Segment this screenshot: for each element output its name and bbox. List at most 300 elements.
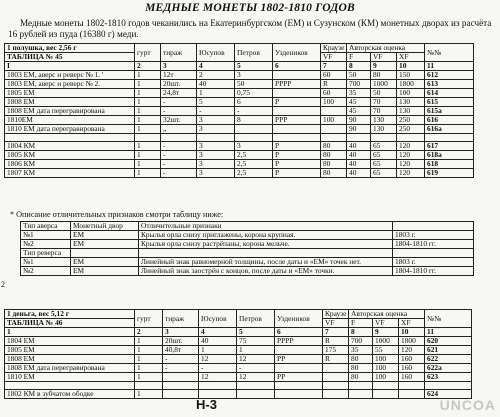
table-cell: 1	[135, 373, 163, 382]
table-cell: 1	[135, 71, 161, 80]
coin-name: 1808 ЕМ дата перегравирована	[5, 107, 135, 116]
coin-name: 1805 КМ	[5, 151, 135, 160]
footnote: * Описание отличительных признаков смотри таблицу ниже:	[10, 210, 224, 219]
table-cell: 65	[371, 169, 397, 178]
table-label: ТАБЛИЦА № 45	[5, 53, 135, 62]
table-row	[5, 71, 474, 80]
table-cell: R	[321, 80, 347, 89]
table-cell: 175	[323, 346, 349, 355]
table-cell: РРРР	[273, 80, 321, 89]
table-cell: 1800	[397, 80, 425, 89]
table-cell: 1	[135, 355, 163, 364]
table-cell: 50	[347, 71, 371, 80]
table-cell: 90	[347, 116, 371, 125]
catalog-number: 619	[425, 169, 474, 178]
column-header: №№	[425, 44, 474, 62]
desc-cell: Линейный знак равномерной толщины, после даты и «ЕМ» точек нет.	[139, 258, 393, 267]
catalog-number: 618	[425, 160, 474, 169]
column-header: Краузе	[323, 310, 349, 319]
table-cell	[237, 390, 275, 399]
desc-cell: Крылья орла снизу растрёпаны, корона мельче.	[139, 240, 393, 249]
table-cell: 80	[349, 364, 373, 373]
table-cell: 120	[397, 160, 425, 169]
table-cell: 120	[399, 346, 425, 355]
table-cell: 1	[135, 80, 161, 89]
table-cell: 1	[237, 346, 275, 355]
desc-cell: ЕМ	[71, 258, 139, 267]
table-cell: 1	[135, 160, 161, 169]
desc-cell: №2	[21, 240, 71, 249]
stamp-mark: Н-3	[196, 397, 217, 412]
index-cell: 9	[371, 62, 397, 71]
catalog-number: 614	[425, 89, 474, 98]
coin-name: 1810 ЕМ дата перегравирована	[5, 125, 135, 134]
column-header: Юсупов	[197, 44, 235, 62]
desc-header	[139, 249, 393, 258]
table-row	[5, 160, 474, 169]
catalog-number: 623	[425, 373, 472, 382]
table-cell: -	[161, 151, 197, 160]
table-cell: 45	[347, 98, 371, 107]
table-cell: 70	[371, 107, 397, 116]
table-cell: R	[323, 355, 349, 364]
table-cell: 90	[347, 125, 371, 134]
table-cell: 40,8т	[163, 346, 199, 355]
table-row	[5, 107, 474, 116]
table-cell: 2,5	[235, 151, 273, 160]
table-cell: 130	[371, 116, 397, 125]
table-cell: 8	[235, 116, 273, 125]
index-cell: 3	[163, 328, 199, 337]
coin-name	[5, 134, 135, 142]
table-row	[5, 355, 472, 364]
table-cell	[321, 107, 347, 116]
header-row	[21, 249, 474, 258]
table-cell: -	[235, 107, 273, 116]
table-cell: 12т	[161, 71, 197, 80]
table-cell: 700	[349, 337, 373, 346]
grade-header: XF	[399, 319, 425, 328]
index-cell: 4	[197, 62, 235, 71]
column-header: тираж	[161, 44, 197, 62]
desc-cell: 1803 г.	[393, 258, 474, 267]
table-cell: 1	[135, 142, 161, 151]
table-row	[21, 231, 474, 240]
desc-header: Монетный двор	[71, 222, 139, 231]
table-cell: 70	[371, 98, 397, 107]
table-cell	[349, 390, 373, 399]
column-header: Авторская оценка	[347, 44, 425, 53]
catalog-number: 622	[425, 355, 472, 364]
table-cell	[199, 382, 237, 390]
table-cell: 250	[397, 116, 425, 125]
table-cell: 50	[235, 80, 273, 89]
table-cell: 130	[397, 107, 425, 116]
table-cell	[235, 125, 273, 134]
table-cell: 60	[321, 71, 347, 80]
catalog-number: 612	[425, 71, 474, 80]
grade-header: F	[349, 319, 373, 328]
desc-cell: 1803 г.	[393, 231, 474, 240]
description-table	[20, 221, 474, 276]
table-cell: 1	[135, 337, 163, 346]
table-cell: 80	[321, 151, 347, 160]
table-row	[5, 169, 474, 178]
table-row	[5, 337, 472, 346]
table-cell: 3	[197, 125, 235, 134]
table-cell: 3	[197, 116, 235, 125]
desc-cell: ЕМ	[71, 267, 139, 276]
table-caption: 1 полушка, вес 2,56 г	[5, 44, 135, 53]
table-cell: 3	[197, 151, 235, 160]
header-row	[5, 310, 472, 319]
table-cell: 3	[235, 71, 273, 80]
table-cell: РРР	[273, 116, 321, 125]
table-cell: 40	[347, 151, 371, 160]
table-cell: 65	[371, 160, 397, 169]
table-cell: 2,5	[235, 169, 273, 178]
table-cell: 2	[197, 71, 235, 80]
table-cell: 6	[235, 98, 273, 107]
catalog-number: 613	[425, 80, 474, 89]
table-cell: -	[197, 107, 235, 116]
table-cell: 80	[321, 142, 347, 151]
table-45	[4, 43, 474, 178]
table-cell: 100	[373, 355, 399, 364]
grade-header: VF	[371, 53, 397, 62]
table-cell: 250	[397, 125, 425, 134]
table-cell: 50	[371, 89, 397, 98]
table-cell: РР	[275, 373, 323, 382]
table-cell: 3	[197, 142, 235, 151]
index-cell: 1	[5, 328, 135, 337]
page-number: 2	[1, 280, 5, 289]
table-cell	[321, 125, 347, 134]
table-cell: 12	[199, 373, 237, 382]
coin-name: 1802 КМ в зубчатом ободке	[5, 390, 135, 399]
table-cell: 3	[197, 169, 235, 178]
table-cell	[323, 364, 349, 373]
table-cell	[197, 134, 235, 142]
index-cell: 10	[399, 328, 425, 337]
index-cell: 11	[425, 328, 472, 337]
index-cell: 4	[199, 328, 237, 337]
table-cell	[275, 364, 323, 373]
table-row	[5, 382, 472, 390]
table-cell: 12	[237, 355, 275, 364]
table-cell	[275, 390, 323, 399]
table-cell	[235, 134, 273, 142]
table-row	[21, 258, 474, 267]
table-cell	[275, 382, 323, 390]
coin-name: 1806 КМ	[5, 160, 135, 169]
page-title: МЕДНЫЕ МОНЕТЫ 1802-1810 ГОДОВ	[145, 2, 355, 14]
table-cell: 40	[347, 142, 371, 151]
table-row	[5, 142, 474, 151]
table-cell: Р	[273, 98, 321, 107]
catalog-number	[425, 134, 474, 142]
column-header: Авторская оценка	[349, 310, 425, 319]
table-cell: 55	[373, 346, 399, 355]
table-row	[21, 267, 474, 276]
catalog-number: 624	[425, 390, 472, 399]
desc-header	[393, 222, 474, 231]
table-row	[5, 151, 474, 160]
table-cell: -	[161, 98, 197, 107]
table-cell: 80	[349, 373, 373, 382]
column-header: Краузе	[321, 44, 347, 53]
table-cell: 40	[199, 337, 237, 346]
table-row	[5, 373, 472, 382]
table-cell: 12	[199, 355, 237, 364]
table-cell: 1	[199, 346, 237, 355]
table-cell: -	[161, 142, 197, 151]
table-row	[5, 346, 472, 355]
grade-header: XF	[397, 53, 425, 62]
desc-cell: Линейный знак заострён с концов, после даты и «ЕМ» точки.	[139, 267, 393, 276]
grade-header: VF	[321, 53, 347, 62]
table-cell: 1	[135, 98, 161, 107]
table-cell	[349, 382, 373, 390]
table-cell	[273, 89, 321, 98]
desc-cell: №1	[21, 258, 71, 267]
index-cell: 8	[347, 62, 371, 71]
table-cell	[373, 390, 399, 399]
table-cell: 3	[197, 160, 235, 169]
table-cell: 120	[397, 151, 425, 160]
coin-name: 1803 ЕМ, аверс и реверс № 1. '	[5, 71, 135, 80]
catalog-number: 618a	[425, 151, 474, 160]
table-row	[5, 89, 474, 98]
table-cell: R	[323, 337, 349, 346]
table-row	[5, 134, 474, 142]
table-cell: 65	[371, 142, 397, 151]
index-row	[5, 328, 472, 337]
index-cell: 8	[349, 328, 373, 337]
table-cell	[273, 125, 321, 134]
table-cell: 130	[397, 98, 425, 107]
table-cell	[163, 373, 199, 382]
coin-name: 1807 КМ	[5, 169, 135, 178]
catalog-number: 620	[425, 337, 472, 346]
table-cell: 3	[235, 142, 273, 151]
table-cell: 20шт.	[161, 80, 197, 89]
table-cell: 40	[347, 169, 371, 178]
coin-name: 1805 ЕМ	[5, 89, 135, 98]
table-cell: 65	[371, 151, 397, 160]
table-cell	[399, 390, 425, 399]
table-row	[5, 125, 474, 134]
table-cell: 1	[135, 364, 163, 373]
coin-name: 1808 ЕМ	[5, 98, 135, 107]
table-row	[5, 98, 474, 107]
header-row	[5, 44, 474, 53]
desc-header	[71, 249, 139, 258]
table-cell	[323, 373, 349, 382]
table-cell: 2,5	[235, 160, 273, 169]
coin-name	[5, 382, 135, 390]
coin-name: 1810ЕМ	[5, 116, 135, 125]
desc-cell: Крылья орла снизу приглажены, корона крупная.	[139, 231, 393, 240]
desc-cell: ЕМ	[71, 240, 139, 249]
table-cell: 60	[321, 89, 347, 98]
table-cell: „	[161, 125, 197, 134]
column-header: Петров	[235, 44, 273, 62]
table-cell: 80	[321, 160, 347, 169]
table-cell: 700	[347, 80, 371, 89]
table-cell: -	[161, 160, 197, 169]
index-cell: 3	[161, 62, 197, 71]
table-cell: 130	[371, 125, 397, 134]
table-cell: 100	[321, 116, 347, 125]
table-cell: Р	[273, 160, 321, 169]
desc-header: Тип реверса	[21, 249, 71, 258]
table-cell: 1000	[371, 80, 397, 89]
table-cell: 1	[135, 107, 161, 116]
table-cell: 12	[237, 373, 275, 382]
table-cell: 1	[135, 390, 163, 399]
column-header: Уздеников	[275, 310, 323, 328]
table-row	[21, 240, 474, 249]
table-cell: 100	[373, 364, 399, 373]
index-cell: 6	[275, 328, 323, 337]
coin-name: 1804 КМ	[5, 142, 135, 151]
table-cell: 20шт.	[163, 337, 199, 346]
table-cell	[321, 134, 347, 142]
index-cell: 6	[273, 62, 321, 71]
table-cell	[397, 134, 425, 142]
watermark: UNCOA	[439, 397, 496, 413]
table-cell	[273, 71, 321, 80]
index-cell: 2	[135, 62, 161, 71]
table-cell: 35	[349, 346, 373, 355]
table-row	[5, 80, 474, 89]
coin-name: 1803 ЕМ, аверс и реверс № 2.	[5, 80, 135, 89]
table-cell	[237, 382, 275, 390]
table-cell: -	[161, 169, 197, 178]
column-header: гурт	[135, 44, 161, 62]
table-cell: Р	[273, 169, 321, 178]
grade-header: VF	[323, 319, 349, 328]
table-cell	[163, 382, 199, 390]
column-header: Юсупов	[199, 310, 237, 328]
table-cell: 24,8т	[161, 89, 197, 98]
table-cell	[163, 390, 199, 399]
desc-cell: №2	[21, 267, 71, 276]
table-cell	[273, 134, 321, 142]
table-cell: 1	[135, 89, 161, 98]
table-label: ТАБЛИЦА № 46	[5, 319, 135, 328]
column-header: Петров	[237, 310, 275, 328]
table-cell: 35	[347, 89, 371, 98]
coin-name: 1808 ЕМ	[5, 355, 135, 364]
index-cell: 11	[425, 62, 474, 71]
desc-cell: ЕМ	[71, 231, 139, 240]
index-cell: 10	[397, 62, 425, 71]
table-cell: 40	[347, 160, 371, 169]
table-cell: 1000	[373, 337, 399, 346]
desc-cell: 1804-1810 гг.	[393, 240, 474, 249]
table-cell: 100	[321, 98, 347, 107]
coin-name: 1804 ЕМ	[5, 337, 135, 346]
table-cell: 1	[135, 151, 161, 160]
table-cell: 120	[397, 142, 425, 151]
table-cell	[135, 134, 161, 142]
table-cell	[373, 382, 399, 390]
catalog-number	[425, 382, 472, 390]
index-cell: 2	[135, 328, 163, 337]
index-row	[5, 62, 474, 71]
table-cell: -	[199, 364, 237, 373]
table-cell: 80	[371, 71, 397, 80]
table-cell: РР	[275, 355, 323, 364]
intro-paragraph: Медные монеты 1802-1810 годов чеканились на Екатеринбургском (ЕМ) и Сузунском (КМ) монетных дворах из расчёта 16 рублей из пуда (16380 г) меди.	[8, 18, 492, 39]
catalog-number: 616	[425, 116, 474, 125]
table-cell: 40	[197, 80, 235, 89]
table-row	[5, 116, 474, 125]
table-cell: -	[163, 355, 199, 364]
table-cell: 160	[399, 355, 425, 364]
table-cell: 1800	[399, 337, 425, 346]
header-row	[21, 222, 474, 231]
table-cell	[323, 382, 349, 390]
index-cell: 7	[321, 62, 347, 71]
desc-cell: №1	[21, 231, 71, 240]
coin-name: 1805 ЕМ	[5, 346, 135, 355]
coin-name: 1808 ЕМ дата перегравирована	[5, 364, 135, 373]
table-cell: 1	[135, 346, 163, 355]
catalog-number: 617	[425, 142, 474, 151]
table-cell: 1	[135, 125, 161, 134]
index-cell: 5	[237, 328, 275, 337]
desc-header	[393, 249, 474, 258]
table-cell: Р	[273, 142, 321, 151]
index-cell: 5	[235, 62, 273, 71]
desc-cell: 1804-1810 гг.	[393, 267, 474, 276]
column-header: Уздеников	[273, 44, 321, 62]
index-cell: 9	[373, 328, 399, 337]
index-cell: I	[5, 62, 135, 71]
table-cell: -	[163, 364, 199, 373]
column-header: тираж	[163, 310, 199, 328]
table-cell: 0,75	[235, 89, 273, 98]
table-cell: 1	[135, 116, 161, 125]
table-cell	[347, 134, 371, 142]
grade-header: VF	[373, 319, 399, 328]
table-cell: 5	[197, 98, 235, 107]
table-cell: 1	[135, 169, 161, 178]
table-cell: 120	[397, 169, 425, 178]
desc-header: Отличительные признаки	[139, 222, 393, 231]
table-cell: 1	[197, 89, 235, 98]
index-cell: 7	[323, 328, 349, 337]
catalog-number: 622a	[425, 364, 472, 373]
grade-header: F	[347, 53, 371, 62]
table-cell: -	[161, 107, 197, 116]
column-header: №№	[425, 310, 472, 328]
catalog-number: 616a	[425, 125, 474, 134]
table-row	[5, 364, 472, 373]
table-caption: 1 деньга, вес 5,12 г	[5, 310, 135, 319]
table-cell: 32шт.	[161, 116, 197, 125]
table-cell	[161, 134, 197, 142]
table-row	[5, 390, 472, 399]
table-cell: 80	[321, 169, 347, 178]
catalog-number: 615a	[425, 107, 474, 116]
desc-header: Тип аверса	[21, 222, 71, 231]
table-cell	[399, 382, 425, 390]
table-cell: 100	[373, 373, 399, 382]
